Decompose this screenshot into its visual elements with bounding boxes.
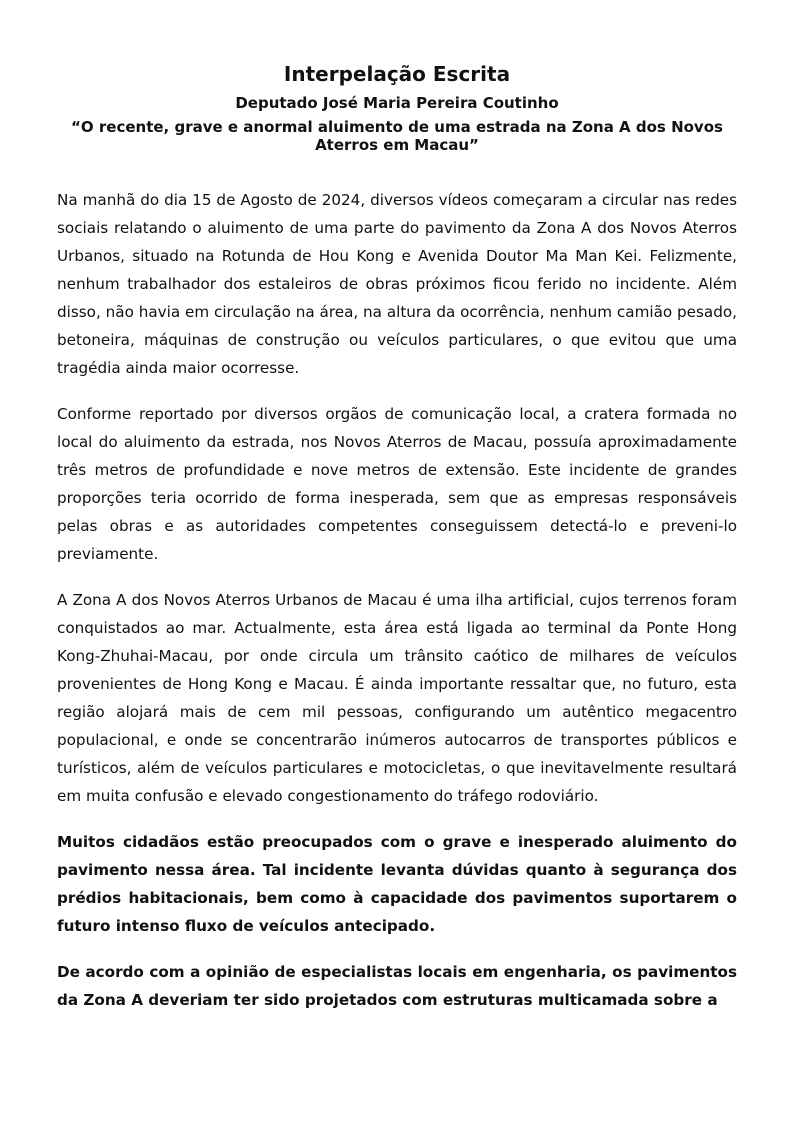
- paragraph-3: A Zona A dos Novos Aterros Urbanos de Macau é uma ilha artificial, cujos terrenos foram conquistados ao mar. Actualmente, esta área está ligada ao terminal da Ponte Hong Kong-Zhuhai-Macau, por onde circula um trânsito caótico de milhares de veículos provenientes de Hong Kong e Macau. É ainda importante ressaltar que, no futuro, esta região alojará mais de cem mil pessoas, configurando um autêntico megacentro populacional, e onde se concentrarão inúmeros autocarros de transportes públicos e turísticos, além de veículos particulares e motocicletas, o que inevitavelmente resultará em muita confusão e elevado congestionamento do tráfego rodoviário.: [57, 591, 737, 805]
- document-title: Interpelação Escrita: [283, 62, 511, 86]
- paragraph-2: Conforme reportado por diversos orgãos de comunicação local, a cratera formada no local do aluimento da estrada, nos Novos Aterros de Macau, possuía aproximadamente três metros de profundidade e nove metros de extensão. Este incidente de grandes proporções teria ocorrido de forma inesperada, sem que as empresas responsáveis pelas obras e as autoridades competentes conseguissem detectá-lo e preveni-lo previamente.: [57, 405, 737, 563]
- paragraph-1: Na manhã do dia 15 de Agosto de 2024, diversos vídeos começaram a circular nas redes sociais relatando o aluimento de uma parte do pavimento da Zona A dos Novos Aterros Urbanos, situado na Rotunda de Hou Kong e Avenida Doutor Ma Man Kei. Felizmente, nenhum trabalhador dos estaleiros de obras próximos ficou ferido no incidente. Além disso, não havia em circulação na área, na altura da ocorrência, nenhum camião pesado, betoneira, máquinas de construção ou veículos particulares, o que evitou que uma tragédia ainda maior ocorresse.: [57, 191, 737, 377]
- document-page: [57, 0, 737, 1032]
- paragraph-4: Muitos cidadãos estão preocupados com o grave e inesperado aluimento do pavimento nessa área. Tal incidente levanta dúvidas quanto à segurança dos prédios habitacionais, bem como à capacidade dos pavimentos suportarem o futuro intenso fluxo de veículos antecipado.: [57, 833, 737, 935]
- document-body: [57, 186, 737, 1014]
- paragraph-5: De acordo com a opinião de especialistas locais em engenharia, os pavimentos da Zona A deveriam ter sido projetados com estruturas multicamada sobre a: [57, 963, 737, 1009]
- document-subject: “O recente, grave e anormal aluimento de uma estrada na Zona A dos Novos Aterros em Macau”: [71, 118, 723, 154]
- document-author: Deputado José Maria Pereira Coutinho: [235, 94, 559, 112]
